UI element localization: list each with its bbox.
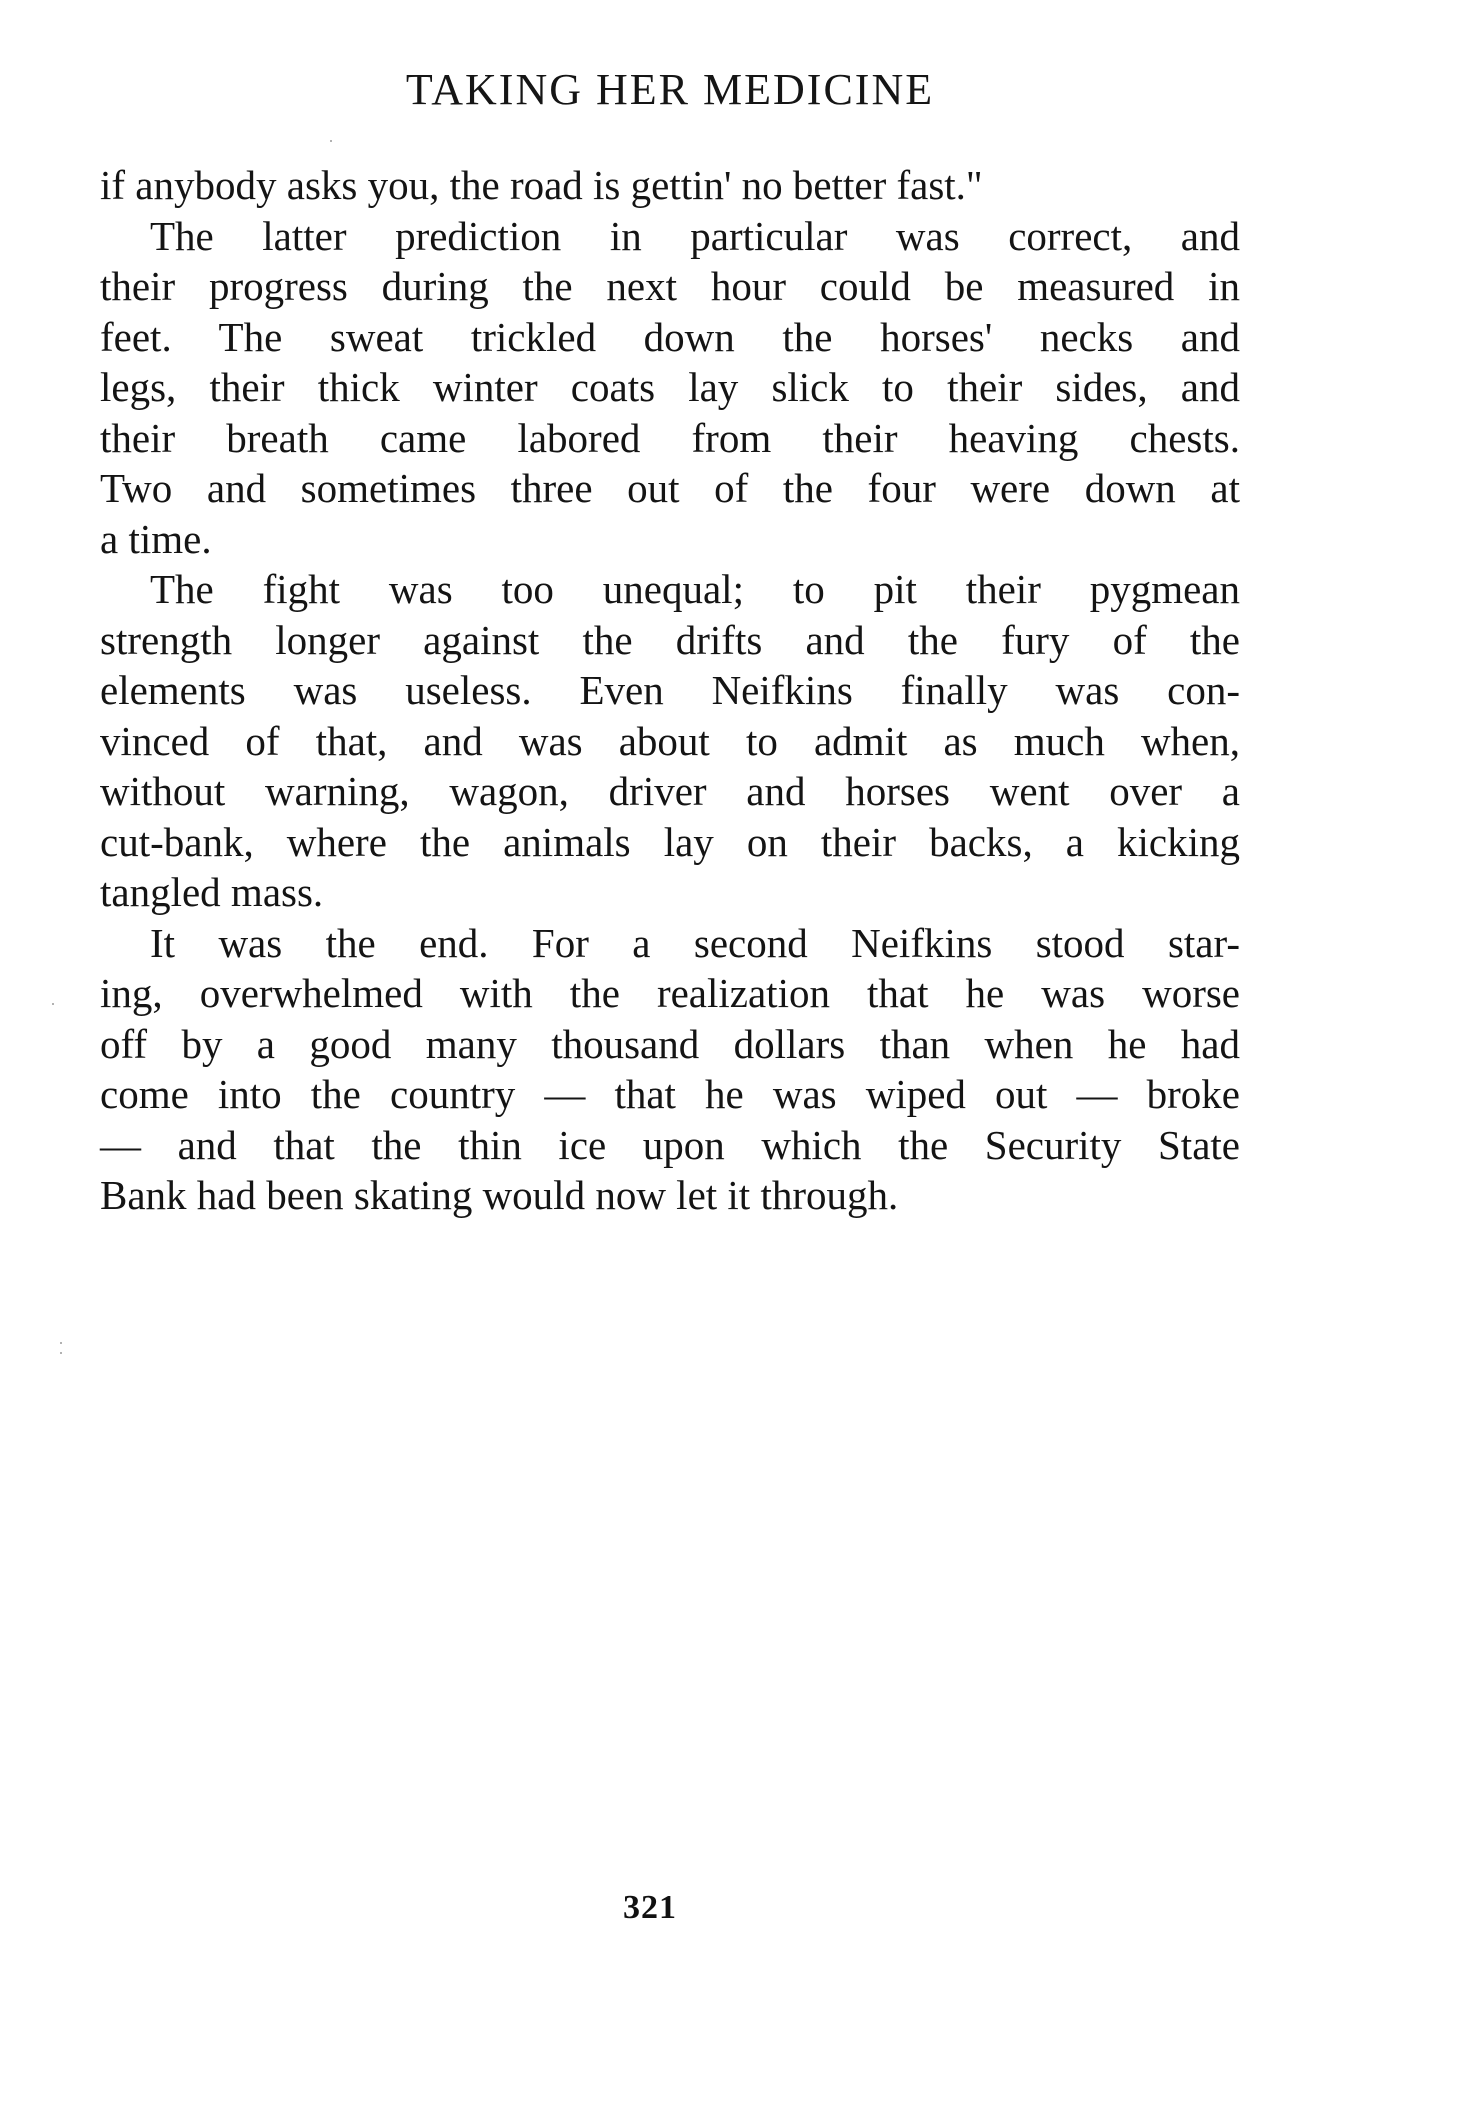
text-line: their breath came labored from their heaving chests.	[100, 414, 1240, 461]
text-line: cut-bank, where the animals lay on their backs, a kicking	[100, 818, 1240, 865]
running-head: TAKING HER MEDICINE	[405, 65, 935, 114]
paragraph	[100, 160, 1240, 211]
text-line: strength longer against the drifts and the fury of the	[100, 616, 1240, 663]
text-line: The latter prediction in particular was correct, and	[150, 212, 1240, 259]
text-line: elements was useless. Even Neifkins finally was con-	[100, 667, 1240, 713]
text-line: vinced of that, and was about to admit as much when,	[100, 717, 1240, 764]
page-number: 321	[623, 1889, 677, 1926]
text-line: off by a good many thousand dollars than when he had	[100, 1020, 1240, 1067]
text-line: Bank had been skating would now let it through.	[100, 1172, 899, 1218]
scan-speck	[60, 1352, 62, 1354]
text-line: feet. The sweat trickled down the horses' necks and	[100, 313, 1240, 360]
scan-speck	[330, 140, 332, 142]
text-line: a time.	[100, 515, 212, 562]
text-line: without warning, wagon, driver and horses went over a	[100, 768, 1240, 814]
paragraph	[100, 564, 1240, 918]
text-line: ing, overwhelmed with the realization that he was worse	[100, 970, 1240, 1016]
text-line: Two and sometimes three out of the four were down at	[100, 465, 1240, 511]
scan-speck	[60, 1342, 62, 1344]
text-line: legs, their thick winter coats lay slick to their sides, and	[100, 364, 1240, 410]
body-text	[100, 160, 1240, 1221]
text-line: their progress during the next hour could be measured in	[100, 263, 1240, 309]
text-line: tangled mass.	[100, 869, 324, 915]
scan-speck	[52, 1003, 54, 1005]
text-line: The fight was too unequal; to pit their pygmean	[150, 566, 1240, 612]
text-line: if anybody asks you, the road is gettin' no better fast."	[100, 162, 983, 208]
text-line: — and that the thin ice upon which the Security State	[100, 1121, 1240, 1168]
paragraph	[100, 211, 1240, 565]
paragraph	[100, 918, 1240, 1221]
text-line: It was the end. For a second Neifkins stood star-	[150, 919, 1240, 966]
text-line: come into the country — that he was wiped out — broke	[100, 1071, 1240, 1117]
